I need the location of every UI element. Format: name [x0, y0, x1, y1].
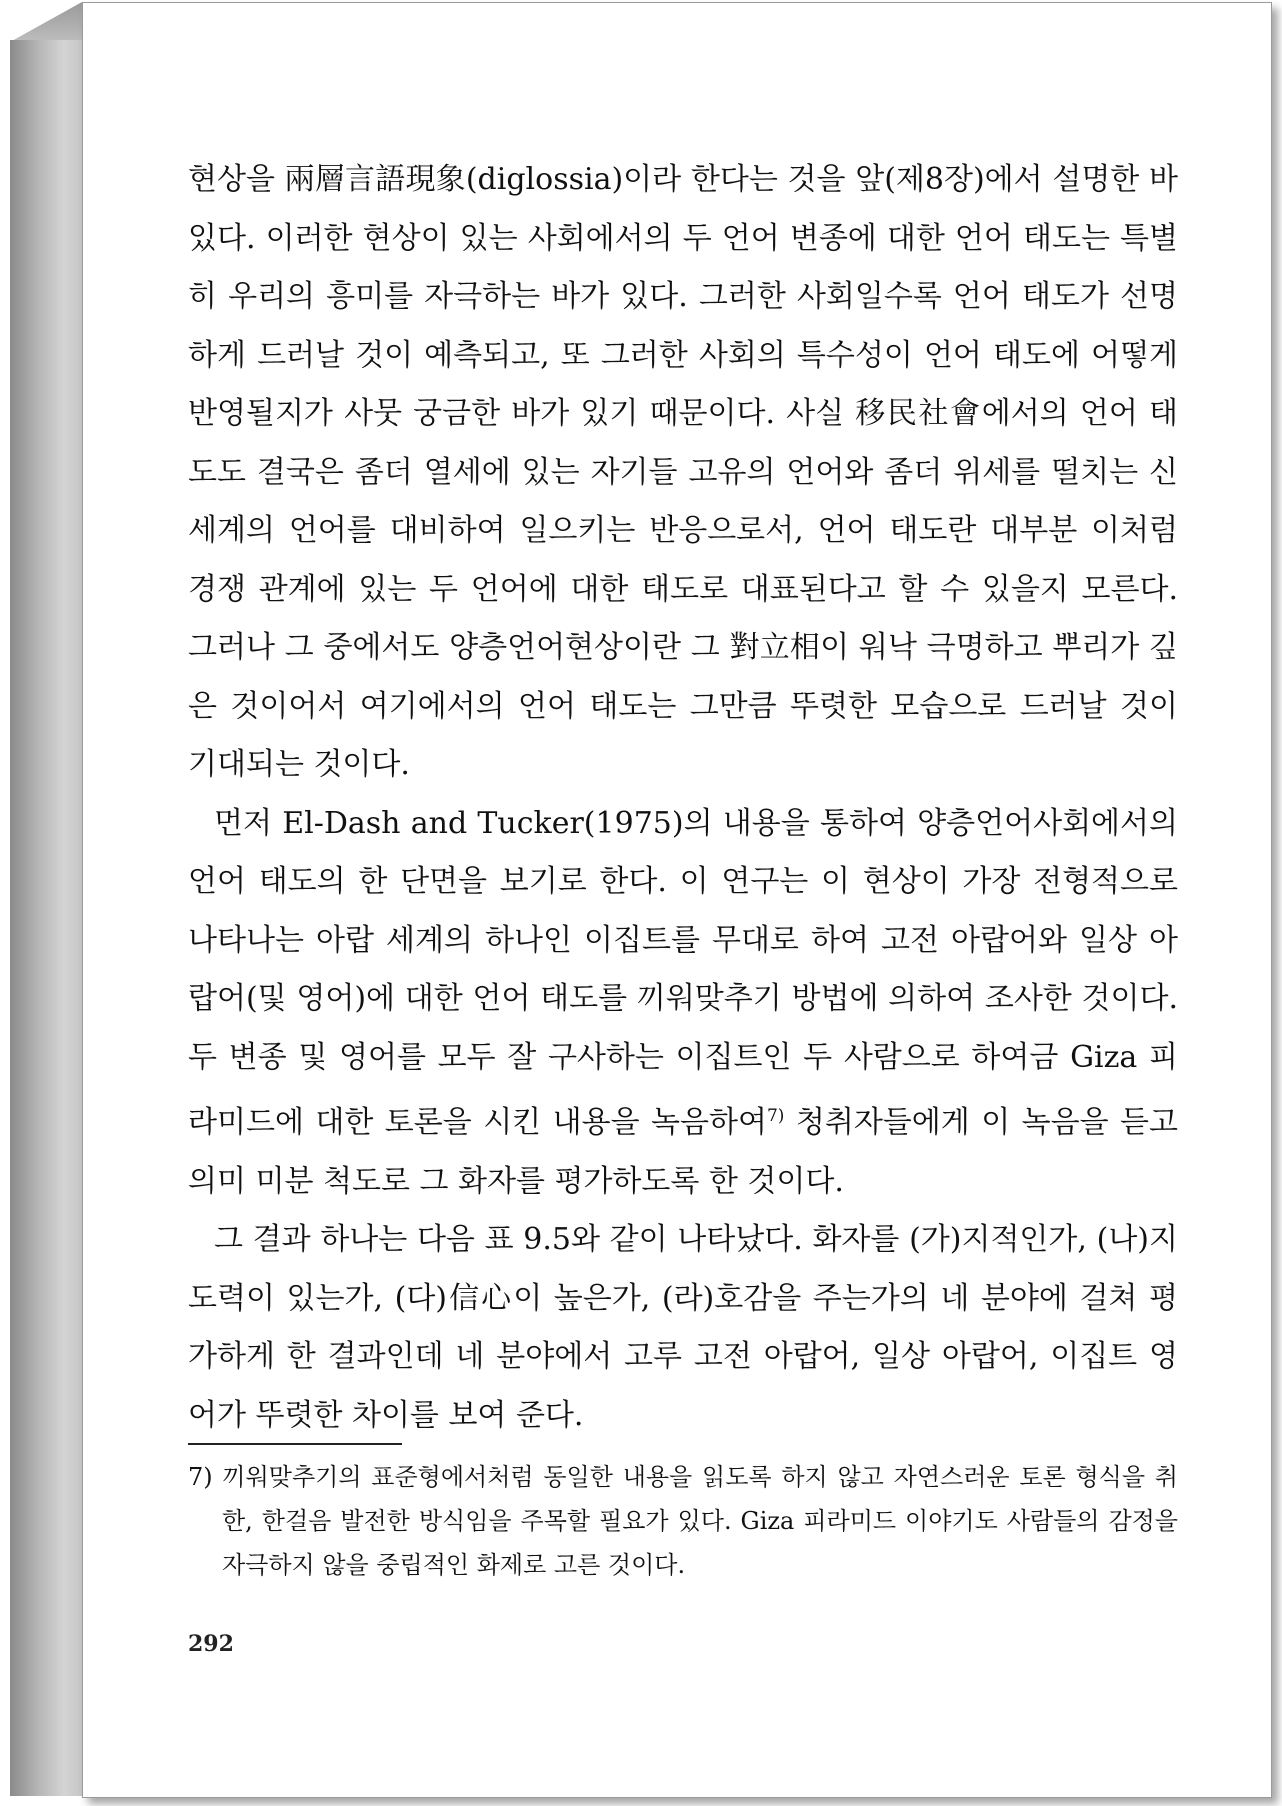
paragraph-2-text: 먼저 El-Dash and Tucker(1975)의 내용을 통하여 양층언어사회에서의 언어 태도의 한 단면을 보기로 한다. 이 연구는 이 현상이 가장 전형적으로 나타나는 아랍 세계의 하나인 이집트를 무대로 하여 고전 아랍어와 일상 아랍어(및 영어)에 대한 언어 태도를 끼워맞추기 방법에 의하여 조사한 것이다. 두 변종 및 영어를 모두 잘 구사하는 이집트인 두 사람으로 하여금 Giza 피라미드에 대한 토론을 시킨 내용을 녹음하여 — [188, 805, 1178, 1140]
footnote-7 — [188, 1455, 1178, 1587]
paragraph-2 — [188, 795, 1178, 1212]
body-text — [188, 151, 1178, 1445]
book-page — [82, 2, 1272, 1798]
paragraph-1-text: 현상을 兩層言語現象(diglossia)이라 한다는 것을 앞(제8장)에서 설명한 바 있다. 이러한 현상이 있는 사회에서의 두 언어 변종에 대한 언어 태도는 특별히 우리의 흥미를 자극하는 바가 있다. 그러한 사회일수록 언어 태도가 선명하게 드러날 것이 예측되고, 또 그러한 사회의 특수성이 언어 태도에 어떻게 반영될지가 사뭇 궁금한 바가 있기 때문이다. 사실 移民社會에서의 언어 태도도 결국은 좀더 열세에 있는 자기들 고유의 언어와 좀더 위세를 떨치는 신세계의 언어를 대비하여 일으키는 반응으로서, 언어 태도란 대부분 이처럼 경쟁 관계에 있는 두 언어에 대한 태도로 대표된다고 할 수 있을지 모른다. 그러나 그 중에서도 양층언어현상이란 그 對立相이 워낙 극명하고 뿌리가 깊은 것이어서 여기에서의 언어 태도는 그만큼 뚜렷한 모습으로 드러날 것이 기대되는 것이다. — [188, 162, 1178, 782]
paragraph-1 — [188, 151, 1178, 795]
paragraph-2-end-text: 청취자들에게 이 녹음을 듣고 의미 미분 척도로 그 화자를 평가하도록 한 것이다. — [188, 1105, 1179, 1199]
book-spine-top — [10, 2, 82, 42]
footnote-text: 끼워맞추기의 표준형에서처럼 동일한 내용을 읽도록 하지 않고 자연스러운 토론 형식을 취한, 한걸음 발전한 방식임을 주목할 필요가 있다. Giza 피라미드 이야기도 사람들의 감정을 자극하지 않을 중립적인 화제로 고른 것이다. — [212, 1463, 1178, 1579]
footnote-marker: 7) — [188, 1463, 213, 1491]
paragraph-3-text: 그 결과 하나는 다음 표 9.5와 같이 나타났다. 화자를 (가)지적인가, (나)지도력이 있는가, (다)信心이 높은가, (라)호감을 주는가의 네 분야에 걸쳐 평가하게 한 결과인데 네 분야에서 고루 고전 아랍어, 일상 아랍어, 이집트 영어가 뚜렷한 차이를 보여 준다. — [188, 1222, 1178, 1433]
footnote-reference[interactable]: 7) — [766, 1106, 785, 1126]
book-spine — [10, 40, 82, 1796]
footnote-divider — [188, 1443, 402, 1445]
paragraph-3 — [188, 1211, 1178, 1445]
page-number: 292 — [188, 1631, 234, 1657]
